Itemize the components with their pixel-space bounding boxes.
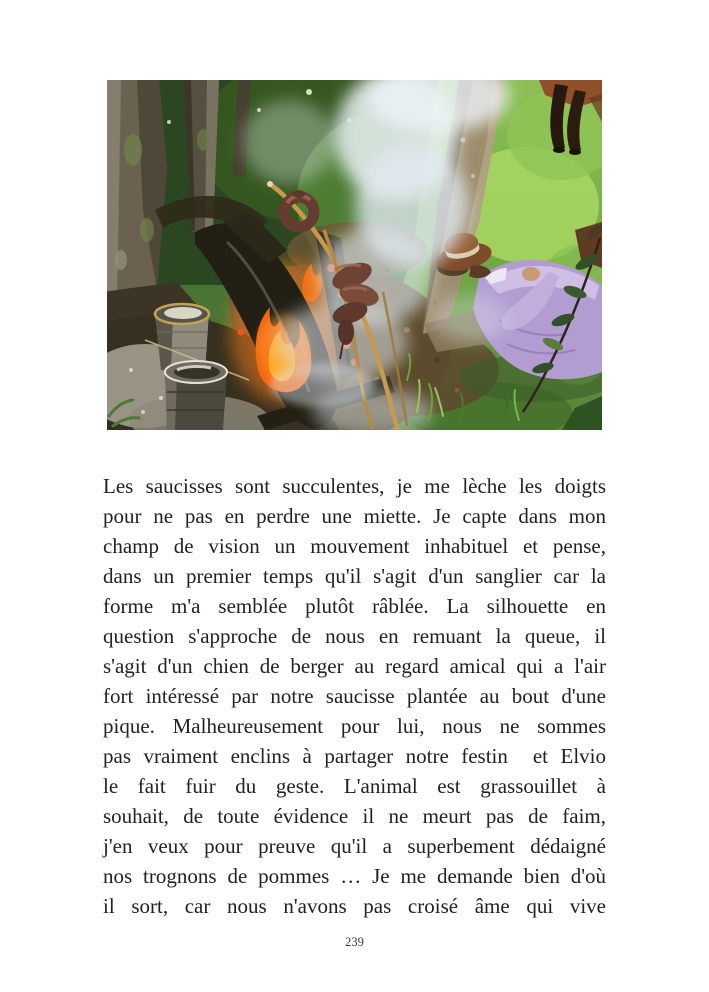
- text-line: le fait fuir du geste. L'animal est grassouillet à: [103, 774, 606, 798]
- text-line: question s'approche de nous en remuant la queue, il: [103, 624, 606, 648]
- text-line: j'en veux pour preuve qu'il a superbement dédaigné: [103, 834, 606, 858]
- smoke-wisp: [270, 363, 374, 407]
- text-line: forme m'a semblée plutôt râblée. La silhouette en: [103, 594, 606, 618]
- campfire-photo-illustration: [107, 80, 602, 430]
- page-number: 239: [345, 935, 364, 949]
- body-text: [103, 471, 606, 921]
- text-line: fort intéressé par notre saucisse plantée au bout d'une: [103, 684, 606, 708]
- text-line: s'agit d'un chien de berger au regard amical qui a l'air: [103, 654, 606, 678]
- text-line: pas vraiment enclins à partager notre festin et Elvio: [103, 744, 606, 768]
- text-line: souhait, de toute évidence il ne meurt pas de faim,: [103, 804, 606, 828]
- text-line: champ de vision un mouvement inhabituel et pense,: [103, 534, 606, 558]
- hand: [522, 267, 540, 281]
- text-line: pour ne pas en perdre une miette. Je capte dans mon: [103, 504, 606, 528]
- text-line: nos trognons de pommes … Je me demande bien d'où: [103, 864, 606, 888]
- text-line: Les saucisses sont succulentes, je me lèche les doigts: [103, 474, 606, 498]
- campfire-photo: [107, 80, 602, 430]
- text-line: pique. Malheureusement pour lui, nous ne sommes: [103, 714, 606, 738]
- text-line: il sort, car nous n'avons pas croisé âme qui vive: [103, 894, 606, 918]
- text-line: dans un premier temps qu'il s'agit d'un sanglier car la: [103, 564, 606, 588]
